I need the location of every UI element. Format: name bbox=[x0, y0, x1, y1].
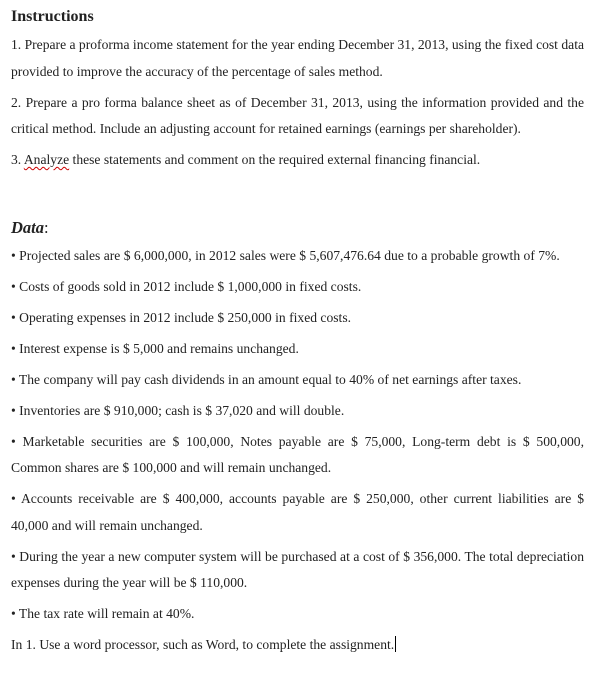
data-bullet: • During the year a new computer system will be purchased at a cost of $ 356,000. The total depreciation expenses during the year will be $ 110,000. bbox=[11, 548, 584, 590]
data-bullet: • Marketable securities are $ 100,000, Notes payable are $ 75,000, Long-term debt is $ 500,000, Common shares are $ 100,000 and will remain unchanged. bbox=[11, 433, 584, 475]
data-heading-text: Data bbox=[11, 217, 44, 237]
data-bullet: • The company will pay cash dividends in an amount equal to 40% of net earnings after taxes. bbox=[11, 371, 522, 387]
data-bullet: • Costs of goods sold in 2012 include $ 1,000,000 in fixed costs. bbox=[11, 278, 362, 294]
footer-text: In 1. Use a word processor, such as Word, to complete the assignment. bbox=[11, 637, 395, 652]
instruction-item: 2. Prepare a pro forma balance sheet as of December 31, 2013, using the information provided and the critical method. Include an adjusting account for retained earnings (earnings per shareholder). bbox=[11, 94, 584, 136]
data-bullet: • Inventories are $ 910,000; cash is $ 37,020 and will double. bbox=[11, 402, 345, 418]
instructions-heading: Instructions bbox=[11, 8, 94, 25]
instruction-item: 1. Prepare a proforma income statement for the year ending December 31, 2013, using the fixed cost data provided to improve the accuracy of the percentage of sales method. bbox=[11, 37, 585, 79]
data-bullet: • Operating expenses in 2012 include $ 250,000 in fixed costs. bbox=[11, 309, 352, 325]
data-heading bbox=[11, 214, 584, 242]
data-bullet: • The tax rate will remain at 40%. bbox=[11, 606, 195, 621]
data-bullet: • Projected sales are $ 6,000,000, in 2012 sales were $ 5,607,476.64 due to a probable growth of 7%. bbox=[11, 247, 560, 263]
data-bullet: • Accounts receivable are $ 400,000, accounts payable are $ 250,000, other current liabilities are $ 40,000 and will remain unchanged. bbox=[11, 491, 584, 533]
data-bullet: • Interest expense is $ 5,000 and remains unchanged. bbox=[11, 340, 299, 356]
instruction-number: 3. bbox=[11, 152, 24, 167]
document-body[interactable] bbox=[11, 5, 584, 663]
instruction-text: these statements and comment on the required external financing financial. bbox=[69, 152, 481, 167]
footer-note bbox=[11, 632, 584, 659]
data-heading-colon: : bbox=[44, 217, 49, 237]
instruction-item bbox=[11, 147, 584, 174]
text-cursor bbox=[395, 636, 396, 652]
spellcheck-word[interactable]: Analyze bbox=[23, 152, 70, 167]
